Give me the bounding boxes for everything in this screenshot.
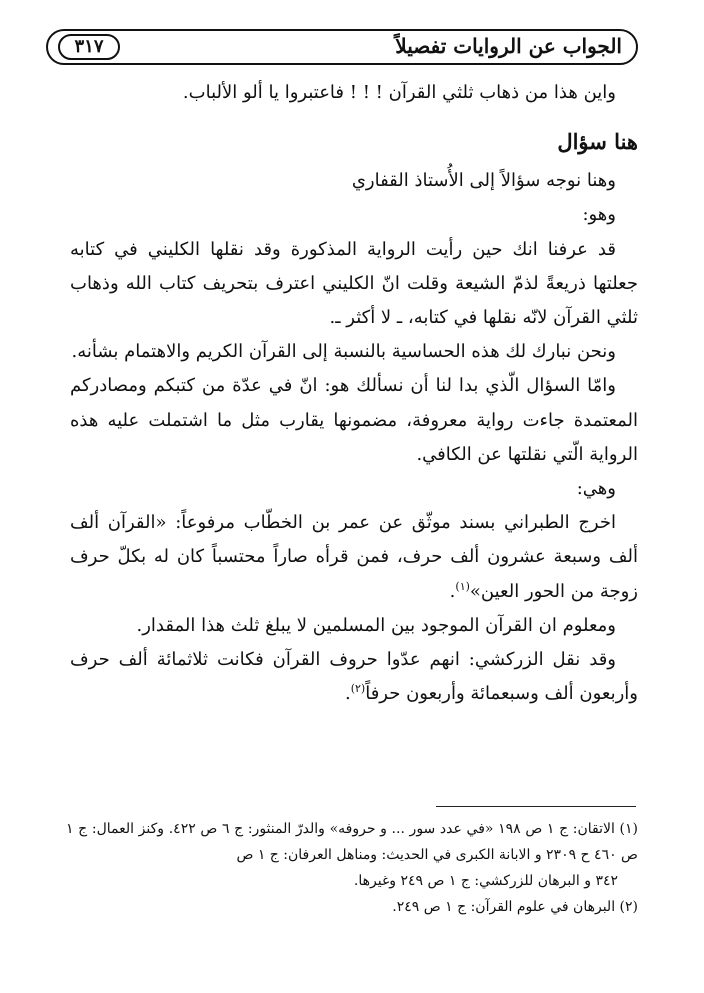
wa-hiya-line: وهي: bbox=[576, 478, 616, 500]
footnote-ref-1: (١) bbox=[455, 579, 470, 593]
footnote-1: (١) الاتقان: ج ١ ص ١٩٨ «في عدد سور ... و حروفه» والدرّ المنثور: ج ٦ ص ٤٢٢. وكنز العمال: ج ١ ص ٤٦٠ ح ٢٣٠٩ و الابانة الكبرى في الحديث: ومناهل العرفان: ج ١ ص bbox=[66, 821, 639, 863]
paragraph-4-text: اخرج الطبراني بسند موثّق عن عمر بن الخطّاب مرفوعاً: «القرآن ألف ألف وسبعة عشرون ألف حرف، فمن قرأه صاراً محتسباً كان له بكلّ حرف زوجة من الحور العين» bbox=[70, 512, 638, 602]
wa-huwa-line: وهو: bbox=[582, 204, 616, 226]
paragraph-2: ونحن نبارك لك هذه الحساسية بالنسبة إلى القرآن الكريم والاهتمام بشأنه. bbox=[71, 341, 616, 363]
paragraph-6 bbox=[70, 643, 638, 711]
paragraph-6-end: . bbox=[344, 683, 351, 705]
page-number: ٣١٧ bbox=[58, 34, 120, 60]
main-text bbox=[70, 76, 638, 711]
footnote-1-continuation: ٣٤٢ و البرهان للزركشي: ج ١ ص ٢٤٩ وغيرها. bbox=[353, 873, 618, 889]
opening-line: واين هذا من ذهاب ثلثي القرآن ! ! ! فاعتبروا يا ألو الألباب. bbox=[182, 82, 616, 103]
running-header bbox=[46, 29, 638, 65]
header-title: الجواب عن الروايات تفصيلاً bbox=[395, 34, 622, 58]
footnote-2: (٢) البرهان في علوم القرآن: ج ١ ص ٢٤٩. bbox=[392, 899, 638, 915]
intro-line: وهنا نوجه سؤالاً إلى الأُستاذ القفاري bbox=[351, 170, 616, 192]
paragraph-1: قد عرفنا انك حين رأيت الرواية المذكورة وقد نقلها الكليني في كتابه جعلتها ذريعةً لذمّ الشيعة وقلت انّ الكليني اعترف بتحريف كتاب الله وذهاب ثلثي القرآن لانّه نقلها في كتابه، ـ لا أكثر ـ. bbox=[70, 238, 638, 329]
paragraph-4-end: . bbox=[449, 580, 456, 602]
section-heading: هنا سؤال bbox=[557, 129, 638, 155]
footnotes bbox=[66, 816, 638, 920]
paragraph-6-text: وقد نقل الزركشي: انهم عدّوا حروف القرآن فكانت ثلاثمائة ألف حرف وأربعون ألف وسبعمائة وأربعون حرفاً bbox=[70, 649, 638, 705]
paragraph-4 bbox=[70, 506, 638, 609]
paragraph-5: ومعلوم ان القرآن الموجود بين المسلمين لا يبلغ ثلث هذا المقدار. bbox=[136, 614, 616, 636]
paragraph-3: وامّا السؤال الّذي بدا لنا أن نسألك هو: انّ في عدّة من كتبكم ومصادركم المعتمدة جاءت رواية معروفة، مضمونها يقارب مثل ما اشتملت عليه هذه الرواية الّتي نقلتها عن الكافي. bbox=[70, 375, 638, 465]
footnote-separator bbox=[436, 806, 636, 807]
footnote-ref-2: (٢) bbox=[350, 682, 366, 696]
